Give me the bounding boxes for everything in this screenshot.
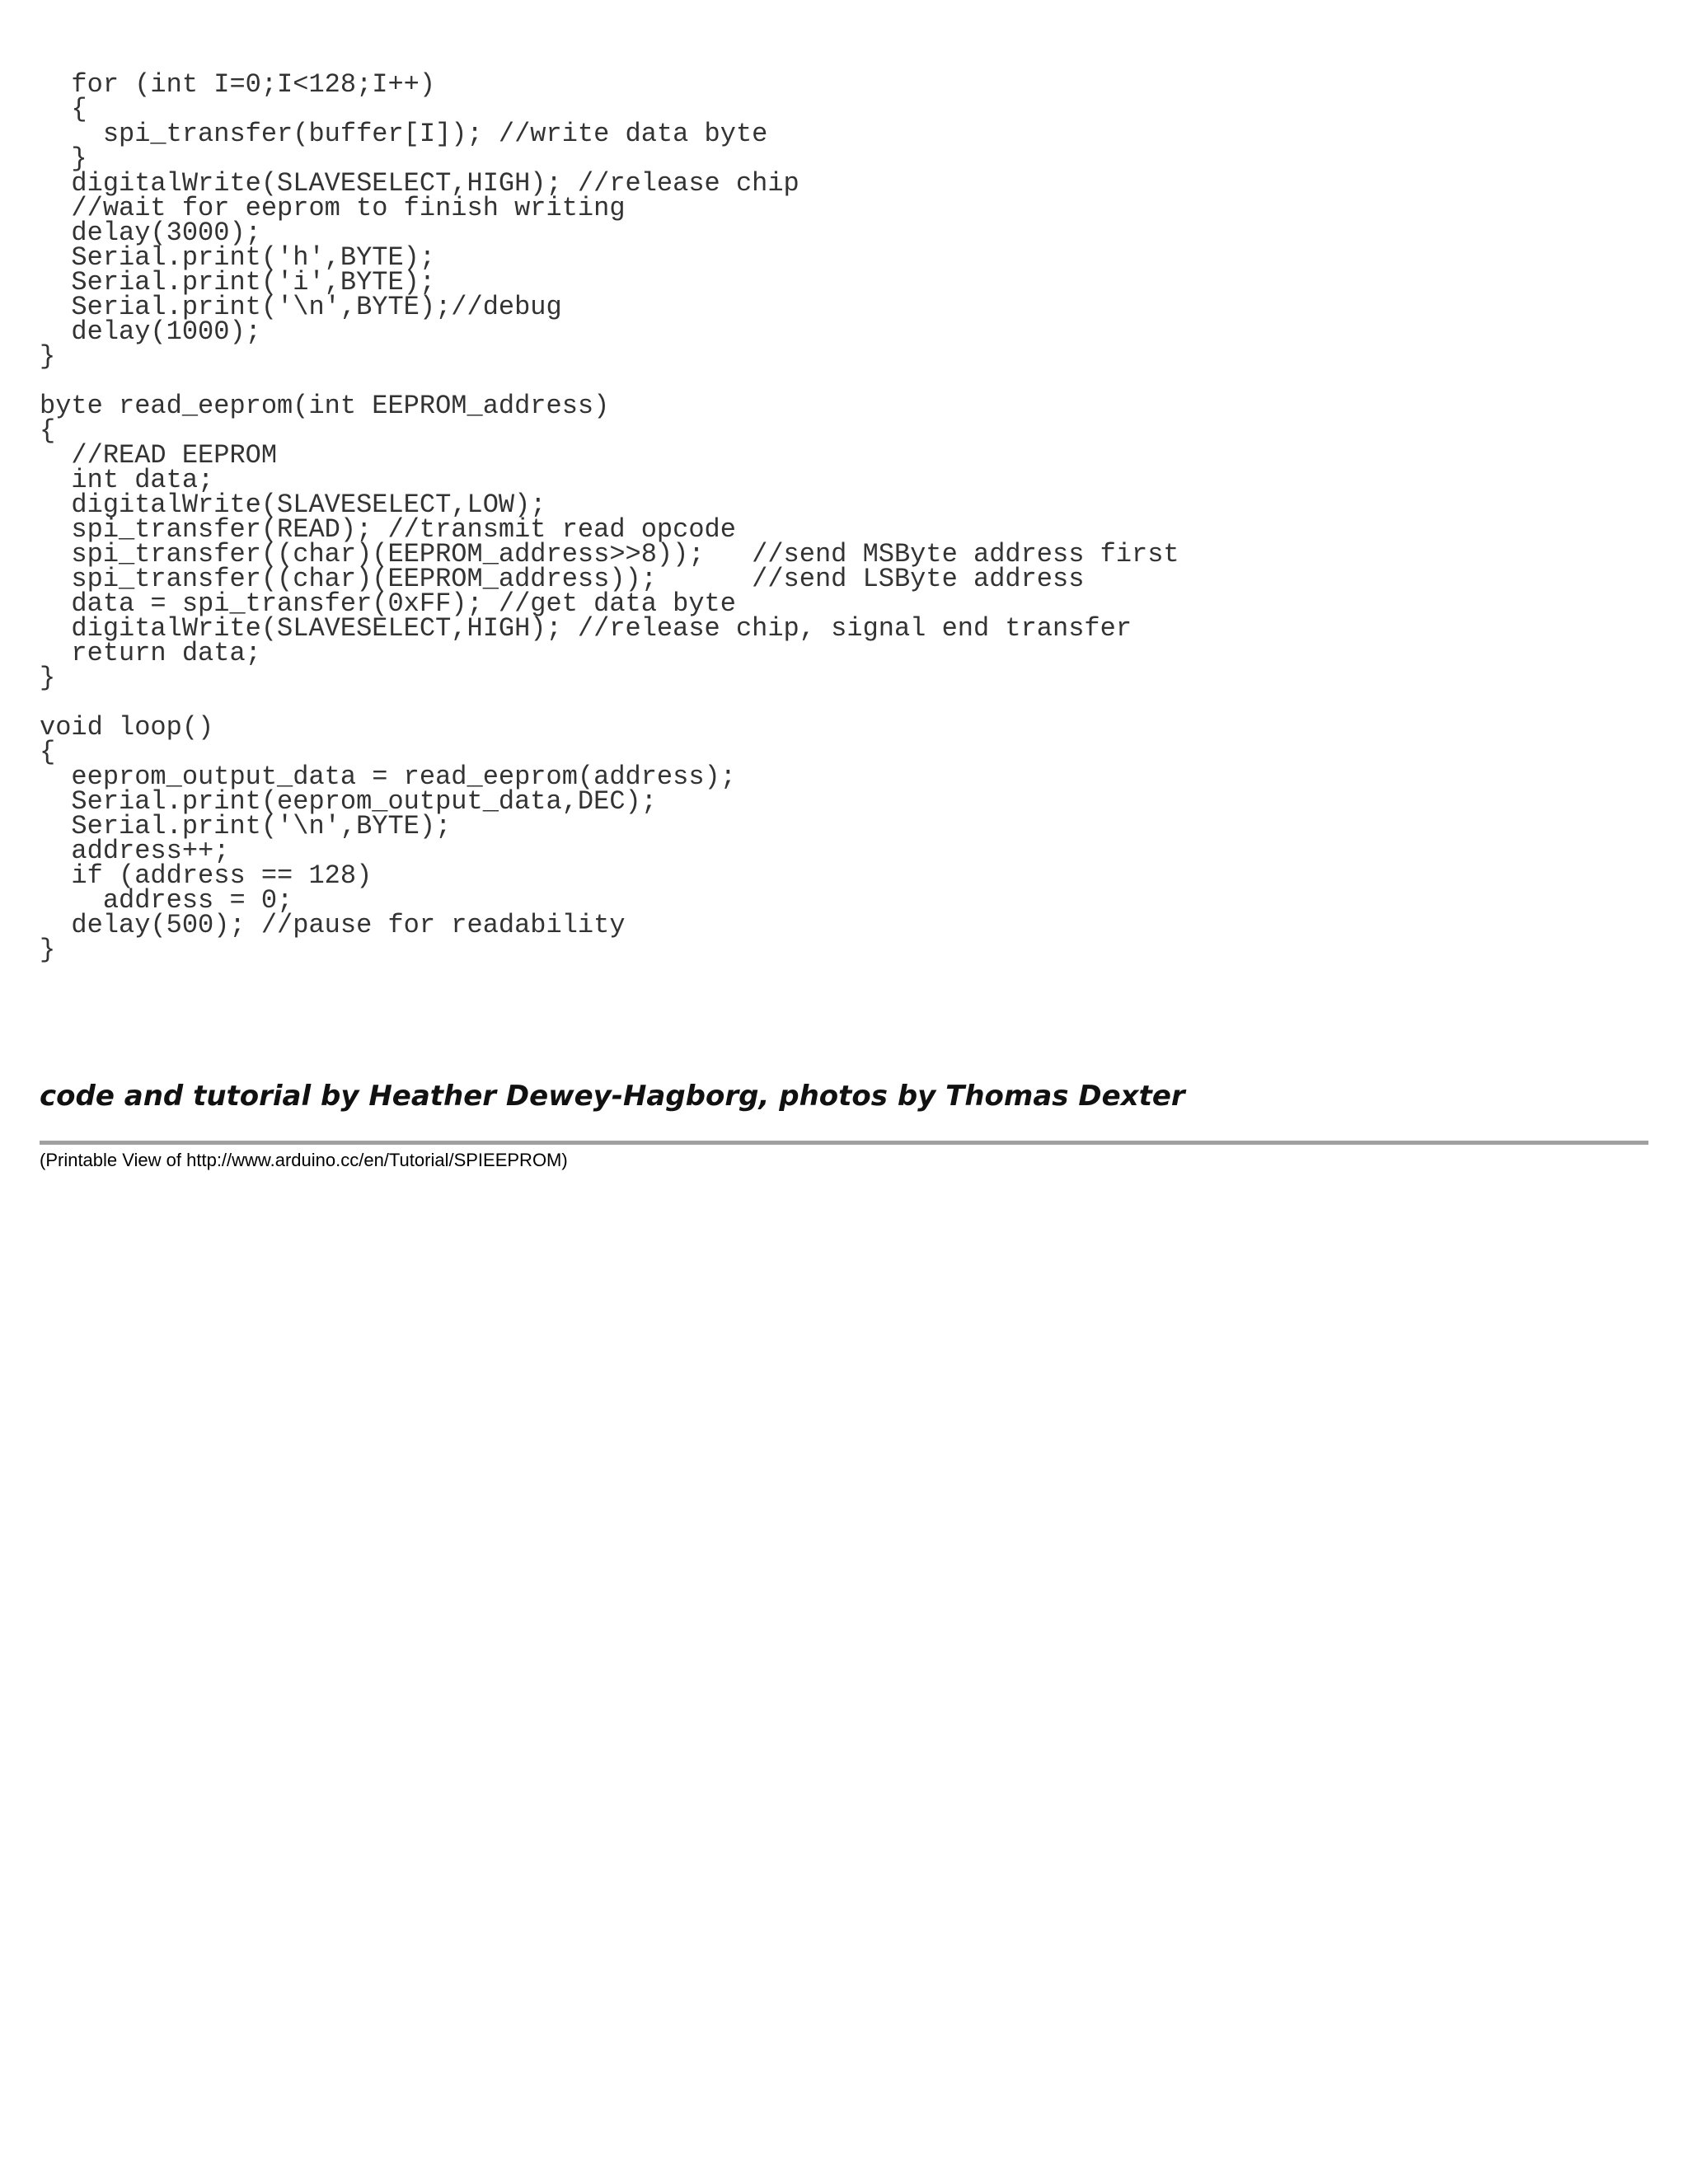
code-line: //wait for eeprom to finish writing	[40, 193, 626, 223]
credits-line: code and tutorial by Heather Dewey-Hagborg, photos by Thomas Dexter	[40, 1080, 1185, 1113]
code-line: {	[40, 415, 56, 446]
code-line: for (int I=0;I<128;I++)	[40, 69, 436, 100]
printable-view-note: (Printable View of http://www.arduino.cc/en/Tutorial/SPIEEPROM)	[40, 1150, 568, 1170]
code-line: byte read_eeprom(int EEPROM_address)	[40, 391, 610, 421]
code-line: delay(1000);	[40, 316, 261, 347]
code-line: spi_transfer(READ); //transmit read opcode	[40, 514, 736, 545]
code-line: Serial.print('h',BYTE);	[40, 242, 436, 273]
code-line: }	[40, 341, 56, 372]
code-line: //READ EEPROM	[40, 440, 278, 471]
code-line: Serial.print('\n',BYTE);	[40, 811, 452, 841]
code-line: void loop()	[40, 712, 214, 743]
code-line: }	[40, 663, 56, 693]
code-line: address++;	[40, 836, 230, 866]
document-page	[40, 69, 1648, 1170]
code-line: int data;	[40, 465, 214, 495]
code-line: Serial.print('\n',BYTE);//debug	[40, 292, 562, 322]
code-line: data = spi_transfer(0xFF); //get data byte	[40, 588, 736, 619]
code-line: return data;	[40, 638, 261, 668]
code-line: Serial.print(eeprom_output_data,DEC);	[40, 786, 657, 817]
code-line: delay(3000);	[40, 218, 261, 248]
code-line: address = 0;	[40, 885, 293, 916]
code-line	[40, 691, 1648, 715]
code-line: delay(500); //pause for readability	[40, 910, 626, 940]
code-line: Serial.print('i',BYTE);	[40, 267, 436, 298]
code-line: eeprom_output_data = read_eeprom(address);	[40, 762, 736, 792]
code-line: digitalWrite(SLAVESELECT,HIGH); //release chip, signal end transfer	[40, 613, 1132, 644]
code-line: if (address == 128)	[40, 860, 373, 891]
code-line: spi_transfer((char)(EEPROM_address)); //send LSByte address	[40, 564, 1085, 594]
code-listing	[40, 69, 1648, 965]
code-line: {	[40, 94, 87, 124]
code-line: {	[40, 737, 56, 767]
code-line: }	[40, 935, 56, 965]
code-line: digitalWrite(SLAVESELECT,HIGH); //release chip	[40, 168, 799, 199]
code-line: spi_transfer(buffer[I]); //write data byte	[40, 119, 768, 149]
code-line: spi_transfer((char)(EEPROM_address>>8)); //send MSByte address first	[40, 539, 1179, 569]
code-line: }	[40, 143, 87, 174]
code-line: digitalWrite(SLAVESELECT,LOW);	[40, 490, 546, 520]
footer-divider	[40, 1141, 1648, 1145]
